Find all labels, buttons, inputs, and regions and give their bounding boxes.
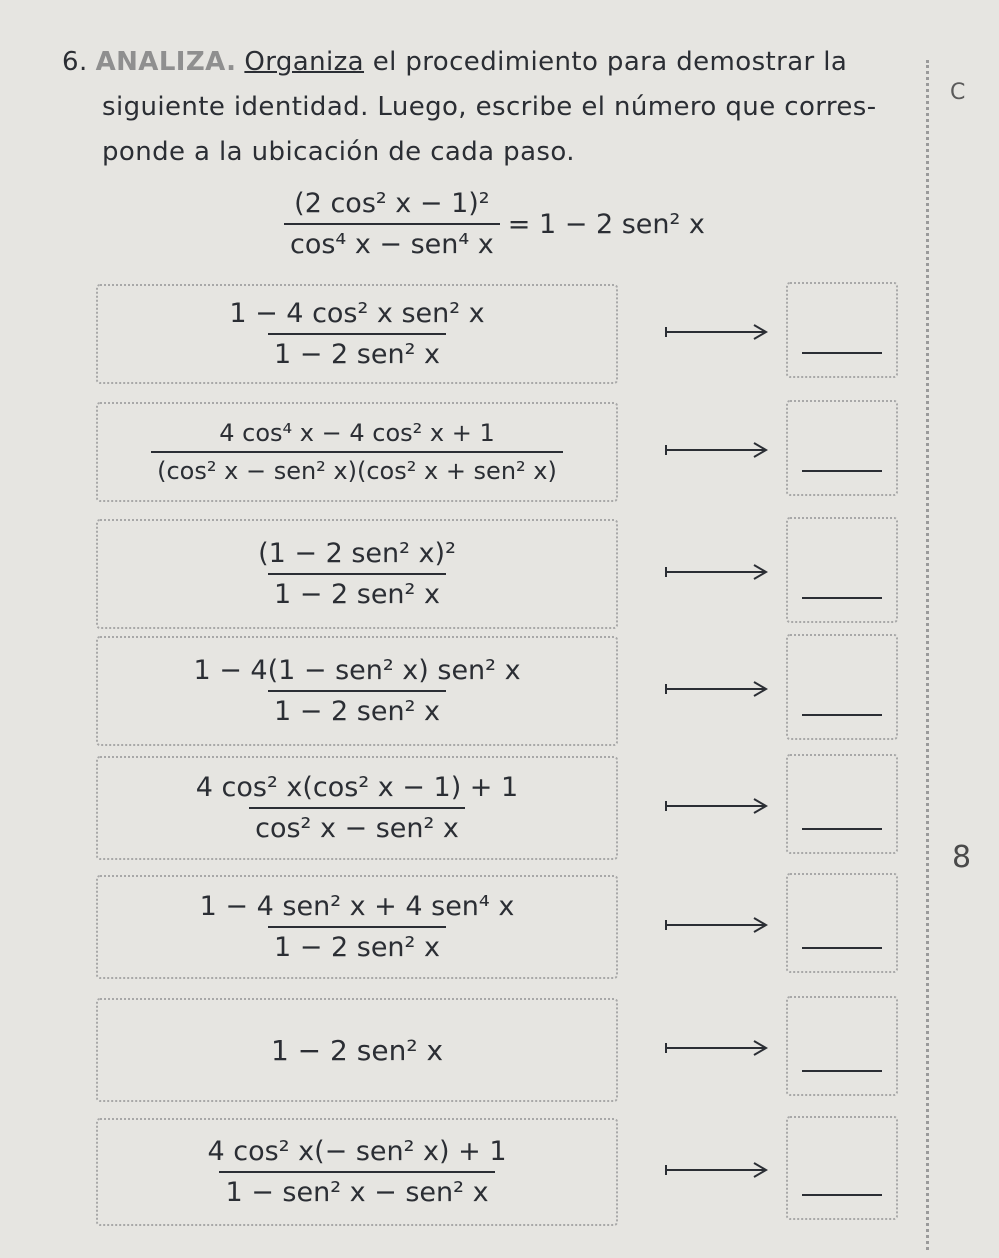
step-expression-box [96, 519, 618, 629]
identity-right-side: = 1 − 2 sen² x [507, 208, 705, 240]
step-expression-box [96, 756, 618, 860]
answer-blank-line[interactable] [802, 1070, 882, 1072]
step-expression-box [96, 284, 618, 384]
step-denominator: 1 − 2 sen² x [268, 690, 446, 727]
step-expression: 1 − 2 sen² x [270, 1033, 444, 1067]
step-fraction [190, 772, 524, 844]
margin-mark-top: C [950, 80, 966, 105]
step-numerator: 4 cos⁴ x − 4 cos² x + 1 [219, 419, 495, 447]
step-expression-box [96, 1118, 618, 1226]
exercise-number: 6. [62, 47, 88, 77]
step-numerator: 1 − 4 sen² x + 4 sen⁴ x [199, 891, 515, 922]
long-right-arrow-icon [664, 441, 770, 459]
long-right-arrow-icon [664, 680, 770, 698]
answer-box[interactable] [786, 1116, 898, 1220]
step-numerator: 1 − 4 cos² x sen² x [229, 298, 485, 329]
identity-equation [284, 188, 705, 260]
step-expression-box [96, 636, 618, 746]
long-right-arrow-icon [664, 916, 770, 934]
step-fraction [252, 538, 462, 610]
answer-box[interactable] [786, 400, 898, 496]
step-denominator: (cos² x − sen² x)(cos² x + sen² x) [151, 451, 563, 485]
long-right-arrow-icon [664, 1161, 770, 1179]
identity-denominator: cos⁴ x − sen⁴ x [284, 223, 500, 260]
answer-blank-line[interactable] [802, 597, 882, 599]
step-denominator: 1 − 2 sen² x [268, 573, 446, 610]
margin-dotted-line [926, 60, 929, 1250]
identity-fraction [284, 188, 500, 260]
step-denominator: cos² x − sen² x [249, 807, 465, 844]
instruction-line1: el procedimiento para demostrar la [372, 47, 848, 77]
instruction-underlined-word: Organiza [244, 47, 365, 77]
step-numerator: 4 cos² x(− sen² x) + 1 [207, 1136, 507, 1167]
long-right-arrow-icon [664, 323, 770, 341]
step-fraction [151, 419, 563, 485]
answer-box[interactable] [786, 634, 898, 740]
answer-box[interactable] [786, 754, 898, 854]
step-expression-box [96, 875, 618, 979]
answer-blank-line[interactable] [802, 714, 882, 716]
answer-box[interactable] [786, 873, 898, 973]
long-right-arrow-icon [664, 1039, 770, 1057]
instruction-line2: siguiente identidad. Luego, escribe el número que corres- [102, 92, 877, 122]
step-expression-box [96, 998, 618, 1102]
answer-blank-line[interactable] [802, 828, 882, 830]
answer-blank-line[interactable] [802, 470, 882, 472]
step-fraction [202, 1136, 513, 1208]
answer-box[interactable] [786, 517, 898, 623]
step-denominator: 1 − 2 sen² x [268, 926, 446, 963]
step-numerator: (1 − 2 sen² x)² [258, 538, 456, 569]
instruction-line3: ponde a la ubicación de cada paso. [102, 137, 575, 167]
step-numerator: 1 − 4(1 − sen² x) sen² x [193, 655, 521, 686]
step-expression-box [96, 402, 618, 502]
step-numerator: 4 cos² x(cos² x − 1) + 1 [195, 772, 519, 803]
long-right-arrow-icon [664, 563, 770, 581]
step-fraction [223, 298, 490, 370]
answer-box[interactable] [786, 282, 898, 378]
exercise-keyword: ANALIZA. [95, 47, 237, 77]
identity-numerator: (2 cos² x − 1)² [294, 188, 490, 219]
step-fraction [187, 655, 526, 727]
step-denominator: 1 − sen² x − sen² x [219, 1171, 494, 1208]
step-fraction [194, 891, 521, 963]
exercise-instructions [62, 40, 902, 175]
margin-mark-side: 8 [952, 840, 972, 875]
step-denominator: 1 − 2 sen² x [268, 333, 446, 370]
answer-blank-line[interactable] [802, 947, 882, 949]
answer-blank-line[interactable] [802, 1194, 882, 1196]
answer-blank-line[interactable] [802, 352, 882, 354]
long-right-arrow-icon [664, 797, 770, 815]
answer-box[interactable] [786, 996, 898, 1096]
